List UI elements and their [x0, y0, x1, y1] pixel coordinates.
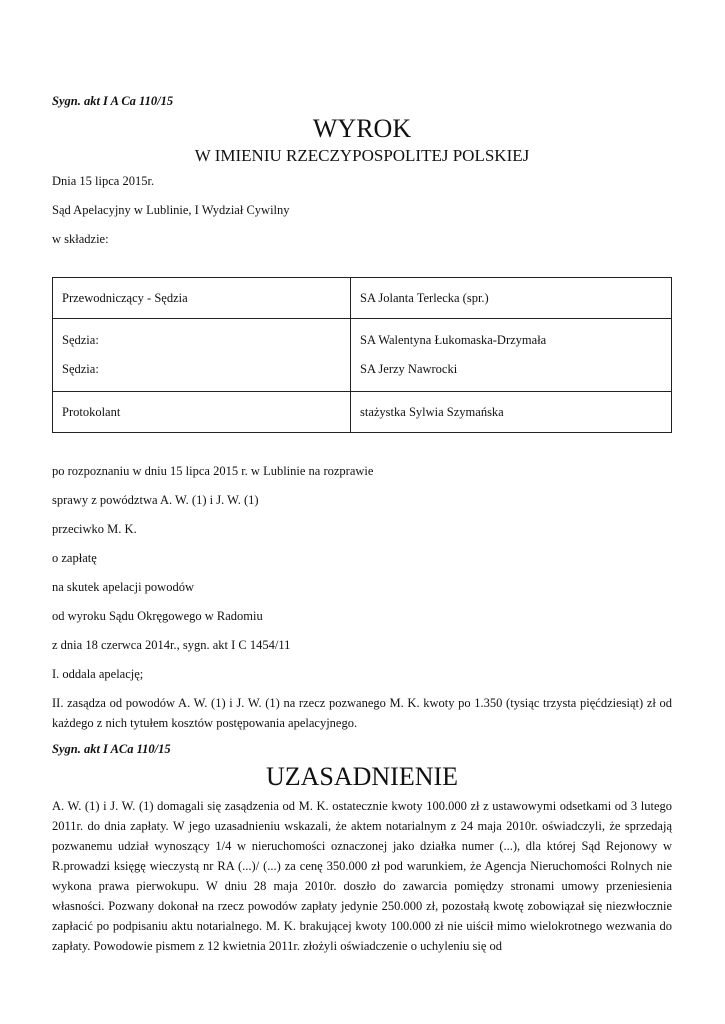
document-title: WYROK	[312, 114, 412, 143]
table-row	[53, 278, 672, 319]
document-subtitle: W IMIENIU RZECZYPOSPOLITEJ POLSKIEJ	[194, 146, 530, 165]
panel-name: SA Jolanta Terlecka (spr.)	[351, 278, 672, 319]
panel-name: SA Jerzy Nawrocki	[360, 362, 458, 376]
court-name: Sąd Apelacyjny w Lublinie, I Wydział Cywilny	[52, 203, 290, 217]
body-line: przeciwko M. K.	[52, 522, 137, 536]
justification-text: A. W. (1) i J. W. (1) domagali się zasądzenia od M. K. ostatecznie kwoty 100.000 zł z ustawowymi odsetkami od 3 lutego 2011r. do dnia zapłaty. W jego uzasadnieniu wskazali, że aktem notarialnym z 24 maja 2010r. oświadczyli, że sprzedają pozwanemu udział wynoszący 1/4 w nieruchomości oznaczonej jako działka numer (...), dla której Sąd Rejonowy w R.prowadzi księgę wieczystą nr RA (...)/ (...) za cenę 350.000 zł pod warunkiem, że Agencja Nieruchomości Rolnych nie wykona prawa pierwokupu. W dniu 28 maja 2010r. doszło do zawarcia pomiędzy stronami umowy przeniesienia własności. Pozwany dokonał na rzecz powodów zapłaty jedynie 250.000 zł, pozostałą kwotę zobowiązał się niezwłocznie zapłacić po podpisaniu aktu notarialnego. M. K. brakującej kwoty 100.000 zł nie uiścił mimo wielokrotnego wezwania do zapłaty. Powodowie pismem z 12 kwietnia 2011r. złożyli oświadczenie o uchyleniu się od	[52, 799, 672, 953]
ruling-point-two: II. zasądza od powodów A. W. (1) i J. W. (1) na rzecz pozwanego M. K. kwoty po 1.350 (tysiąc trzysta pięćdziesiąt) zł od każdego z nich tytułem kosztów postępowania apelacyjnego.	[52, 696, 672, 730]
body-line: od wyroku Sądu Okręgowego w Radomiu	[52, 609, 263, 623]
panel-role: Sędzia:	[62, 362, 99, 376]
composition-label: w składzie:	[52, 232, 109, 246]
body-line: na skutek apelacji powodów	[52, 580, 194, 594]
body-line: po rozpoznaniu w dniu 15 lipca 2015 r. w Lublinie na rozprawie	[52, 464, 374, 478]
body-line: z dnia 18 czerwca 2014r., sygn. akt I C 1454/11	[52, 638, 291, 652]
panel-role: Sędzia:	[62, 333, 99, 347]
case-signature: Sygn. akt I A Ca 110/15	[52, 94, 174, 108]
justification-signature: Sygn. akt I ACa 110/15	[52, 742, 171, 756]
panel-name-cell	[351, 319, 672, 392]
body-line: sprawy z powództwa A. W. (1) i J. W. (1)	[52, 493, 259, 507]
panel-role-cell	[53, 319, 351, 392]
court-panel-table	[52, 277, 672, 433]
panel-name: stażystka Sylwia Szymańska	[351, 392, 672, 433]
judgment-date: Dnia 15 lipca 2015r.	[52, 174, 155, 188]
table-row	[53, 319, 672, 392]
body-line: o zapłatę	[52, 551, 97, 565]
justification-title: UZASADNIENIE	[265, 762, 459, 791]
panel-role: Przewodniczący - Sędzia	[53, 278, 351, 319]
ruling-point-one: I. oddala apelację;	[52, 667, 144, 681]
panel-name: SA Walentyna Łukomaska-Drzymała	[360, 333, 547, 347]
panel-role: Protokolant	[53, 392, 351, 433]
table-row	[53, 392, 672, 433]
